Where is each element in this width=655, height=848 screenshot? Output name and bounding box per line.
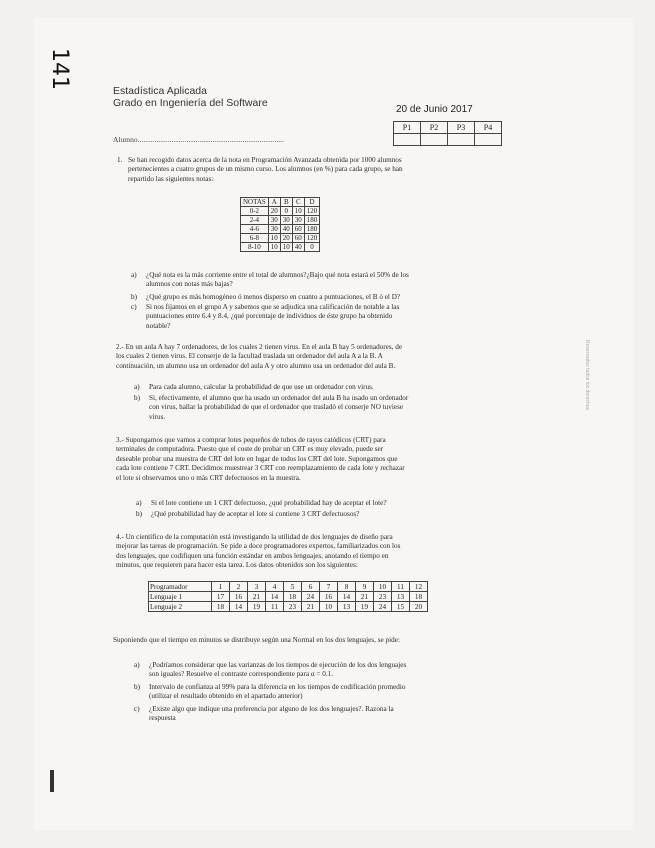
- table-row: [149, 582, 428, 592]
- table-cell: 18: [212, 602, 230, 612]
- text-line: 4.- Un científico de la computación está investigando la utilidad de dos lenguajes de diseño para: [116, 533, 393, 541]
- table-cell: 40: [292, 243, 304, 252]
- table-cell: 30: [292, 216, 304, 225]
- table-cell: 0-2: [241, 207, 269, 216]
- table-row: [241, 216, 320, 225]
- table-cell: 30: [268, 225, 280, 234]
- q2-text: [116, 343, 530, 371]
- table-cell: 20: [280, 234, 292, 243]
- table-cell: 24: [374, 602, 392, 612]
- table-cell: Lenguaje 2: [149, 602, 212, 612]
- table-cell: 4-6: [241, 225, 269, 234]
- item-label: a): [131, 271, 137, 279]
- table-cell: 180: [304, 225, 320, 234]
- table-cell: 10: [268, 234, 280, 243]
- text-line: Intervalo de confianza al 99% para la diferencia en los tiempos de codificación promedio: [149, 683, 406, 691]
- q3-b-text: [151, 510, 531, 519]
- table-cell: 14: [230, 602, 248, 612]
- text-line: mejorar las tareas de programación. Se pide a doce programadores expertos, familiarizados con los: [116, 542, 401, 551]
- table-cell: 6-8: [241, 234, 269, 243]
- table-row: [241, 207, 320, 216]
- q2-b-text: [149, 394, 529, 422]
- text-line: repartido las siguientes notas:: [128, 174, 214, 183]
- text-line: ¿Podríamos considerar que las varianzas de los tiempos de ejecución de los dos lenguajes: [149, 661, 407, 669]
- table-cell: 6: [302, 582, 320, 592]
- q4-c-text: [149, 705, 531, 724]
- table-cell: 15: [392, 602, 410, 612]
- text-line: ¿Qué probabilidad hay de aceptar el lote si contiene 3 CRT defectuosos?: [151, 510, 360, 518]
- q3-a-text: [151, 499, 531, 508]
- table-cell: 16: [230, 592, 248, 602]
- table-row: [241, 234, 320, 243]
- q4-a-text: [149, 661, 531, 680]
- text-line: alumnos con notas más bajas?: [146, 280, 233, 289]
- degree-title: Grado en Ingeniería del Software: [113, 97, 268, 109]
- text-line: Si el lote contiene un 1 CRT defectuoso, ¿qué probabilidad hay de aceptar el lote?: [151, 499, 387, 507]
- table-cell: 13: [338, 602, 356, 612]
- table-cell: 16: [320, 592, 338, 602]
- side-copyright-note: Reservados todos los derechos: [584, 340, 590, 411]
- table-header: NOTAS: [241, 198, 269, 207]
- table-header: A: [268, 198, 280, 207]
- text-line: puntuaciones entre 6.4 y 8.4, ¿qué porcentaje de individuos de éste grupo ha obtenido: [146, 312, 393, 321]
- text-line: (utilizar el resultado obtenido en el apartado anterior): [149, 692, 303, 701]
- score-label: P2: [421, 122, 448, 134]
- table-cell: 4: [266, 582, 284, 592]
- q4-suppose: Suponiendo que el tiempo en minutos se distribuye según una Normal en los dos lenguajes, se pide:: [113, 636, 400, 644]
- text-line: con virus, hallar la probabilidad de que el ordenador que trasladó el conserje NO tuviese: [149, 403, 404, 412]
- table-row: [149, 592, 428, 602]
- table-cell: 8-10: [241, 243, 269, 252]
- q4-text: [116, 533, 532, 571]
- table-cell: 5: [284, 582, 302, 592]
- table-cell: 20: [268, 207, 280, 216]
- item-label: b): [136, 510, 142, 518]
- table-cell: 2-4: [241, 216, 269, 225]
- q1-c-text: [146, 303, 526, 331]
- text-line: ¿Existe algo que indique una preferencia por alguno de los dos lenguajes?. Razona la: [149, 705, 394, 713]
- text-line: Si, efectivamente, el alumno que ha usado un ordenador del aula B ha usado un ordenador: [149, 394, 409, 402]
- score-cell: [394, 134, 421, 146]
- score-cell: [421, 134, 448, 146]
- q3-text: [116, 436, 530, 483]
- table-cell: 21: [302, 602, 320, 612]
- table-cell: 17: [212, 592, 230, 602]
- q2-a-text: [149, 383, 529, 392]
- exam-date: 20 de Junio 2017: [396, 104, 473, 115]
- table-cell: 10: [374, 582, 392, 592]
- q1-text: [128, 156, 528, 184]
- table-cell: 18: [410, 592, 428, 602]
- text-line: son iguales? Resuelve el contraste correspondiente para α = 0.1.: [149, 670, 334, 679]
- table-cell: 18: [284, 592, 302, 602]
- table-cell: 2: [230, 582, 248, 592]
- text-line: 3.- Supongamos que vamos a comprar lotes pequeños de tubos de rayos catódicos (CRT) para: [116, 436, 386, 444]
- score-label: P4: [475, 122, 502, 134]
- item-label: a): [134, 661, 140, 669]
- text-line: terminales de computadora. Puesto que el coste de probar un CRT es muy elevado, puede ser: [116, 445, 384, 454]
- notas-table: [240, 197, 320, 252]
- table-cell: 0: [280, 207, 292, 216]
- table-cell: 9: [356, 582, 374, 592]
- text-line: respuesta: [149, 714, 176, 723]
- table-cell: Lenguaje 1: [149, 592, 212, 602]
- item-label: c): [134, 705, 140, 713]
- text-line: cada lote contiene 7 CRT. Decidimos muestrear 3 CRT con reemplazamiento de cada lote y rechazar: [116, 464, 405, 473]
- table-cell: 11: [392, 582, 410, 592]
- text-line: Si nos fijamos en el grupo A y sabemos que se adjudica una calificación de notable a las: [146, 303, 400, 311]
- score-cell: [448, 134, 475, 146]
- table-cell: 14: [338, 592, 356, 602]
- text-line: deseable probar una muestra de CRT del lote en lugar de todos los CRT del lote. Supongamos que: [116, 454, 398, 463]
- text-line: minutos, que requieren para hacer esta tarea. Los datos obtenidos son los siguientes:: [116, 561, 358, 570]
- q4-b-text: [149, 683, 531, 702]
- table-header: B: [280, 198, 292, 207]
- table-cell: Programador: [149, 582, 212, 592]
- text-line: notable?: [146, 321, 171, 330]
- table-row: [241, 225, 320, 234]
- table-cell: 0: [304, 243, 320, 252]
- score-label: P1: [394, 122, 421, 134]
- text-line: continuación, un alumno usa un ordenador del aula A y otro alumno usa un ordenador del aula B.: [116, 361, 396, 370]
- item-label: b): [134, 683, 140, 691]
- item-label: c): [131, 303, 137, 311]
- text-line: 2.- En un aula A hay 7 ordenadores, de los cuales 2 tienen virus. En el aula B hay 5 ordenadores, de: [116, 343, 403, 351]
- q1-b-text: [146, 293, 526, 302]
- table-cell: 30: [280, 216, 292, 225]
- student-name-line: Alumno..............................................................................: [113, 135, 284, 144]
- table-cell: 10: [320, 602, 338, 612]
- table-cell: 120: [304, 207, 320, 216]
- table-cell: 14: [266, 592, 284, 602]
- table-header: C: [292, 198, 304, 207]
- programmer-table: [148, 581, 428, 612]
- table-cell: 3: [248, 582, 266, 592]
- item-label: b): [131, 293, 137, 301]
- score-label: P3: [448, 122, 475, 134]
- pen-mark: [50, 770, 54, 792]
- text-line: virus.: [149, 412, 166, 421]
- table-cell: 12: [410, 582, 428, 592]
- table-cell: 21: [248, 592, 266, 602]
- table-cell: 30: [268, 216, 280, 225]
- q1-a-text: [146, 271, 526, 290]
- item-label: a): [134, 383, 140, 391]
- text-line: dos lenguajes, que codifiquen una función estándar en ambos lenguajes, anotando el tiempo en: [116, 551, 389, 560]
- table-cell: 7: [320, 582, 338, 592]
- item-label: b): [134, 394, 140, 402]
- text-line: el lote si observamos uno o más CRT defectuosos en la muestra.: [116, 473, 301, 482]
- text-line: ¿Qué nota es la más corriente entre el total de alumnos?¿Bajo qué nota estará el 50% de los: [146, 271, 409, 279]
- q1-number: 1.: [117, 156, 123, 164]
- table-header: D: [304, 198, 320, 207]
- table-cell: 10: [268, 243, 280, 252]
- table-cell: 180: [304, 216, 320, 225]
- course-title: Estadística Aplicada: [113, 85, 207, 97]
- text-line: ¿Qué grupo es más homogéneo ó menos disperso en cuanto a puntuaciones, el B ó el D?: [146, 293, 401, 301]
- table-cell: 21: [356, 592, 374, 602]
- table-cell: 60: [292, 234, 304, 243]
- table-row: [149, 602, 428, 612]
- table-cell: 23: [284, 602, 302, 612]
- table-cell: 19: [248, 602, 266, 612]
- table-cell: 60: [292, 225, 304, 234]
- table-cell: 23: [374, 592, 392, 602]
- text-line: los cuales 2 tienen virus. El conserje de la facultad traslada un ordenador del aula A a la B. A: [116, 352, 383, 361]
- item-label: a): [136, 499, 142, 507]
- text-line: Para cada alumno, calcular la probabilidad de que use un ordenador con virus.: [149, 383, 374, 391]
- table-row: [241, 243, 320, 252]
- table-cell: 40: [280, 225, 292, 234]
- text-line: Se han recogido datos acerca de la nota en Programación Avanzada obtenida por 1000 alumnos: [128, 156, 402, 164]
- table-cell: 11: [266, 602, 284, 612]
- table-cell: 1: [212, 582, 230, 592]
- handwritten-mark: 141: [47, 48, 72, 90]
- table-cell: 19: [356, 602, 374, 612]
- table-cell: 8: [338, 582, 356, 592]
- table-cell: 10: [292, 207, 304, 216]
- table-cell: 24: [302, 592, 320, 602]
- score-cell: [475, 134, 502, 146]
- score-table: [393, 121, 502, 146]
- table-cell: 120: [304, 234, 320, 243]
- text-line: pertenecientes a cuatro grupos de un mismo curso. Los alumnos (en %) para cada grupo, se han: [128, 165, 403, 174]
- table-cell: 20: [410, 602, 428, 612]
- table-cell: 13: [392, 592, 410, 602]
- table-cell: 10: [280, 243, 292, 252]
